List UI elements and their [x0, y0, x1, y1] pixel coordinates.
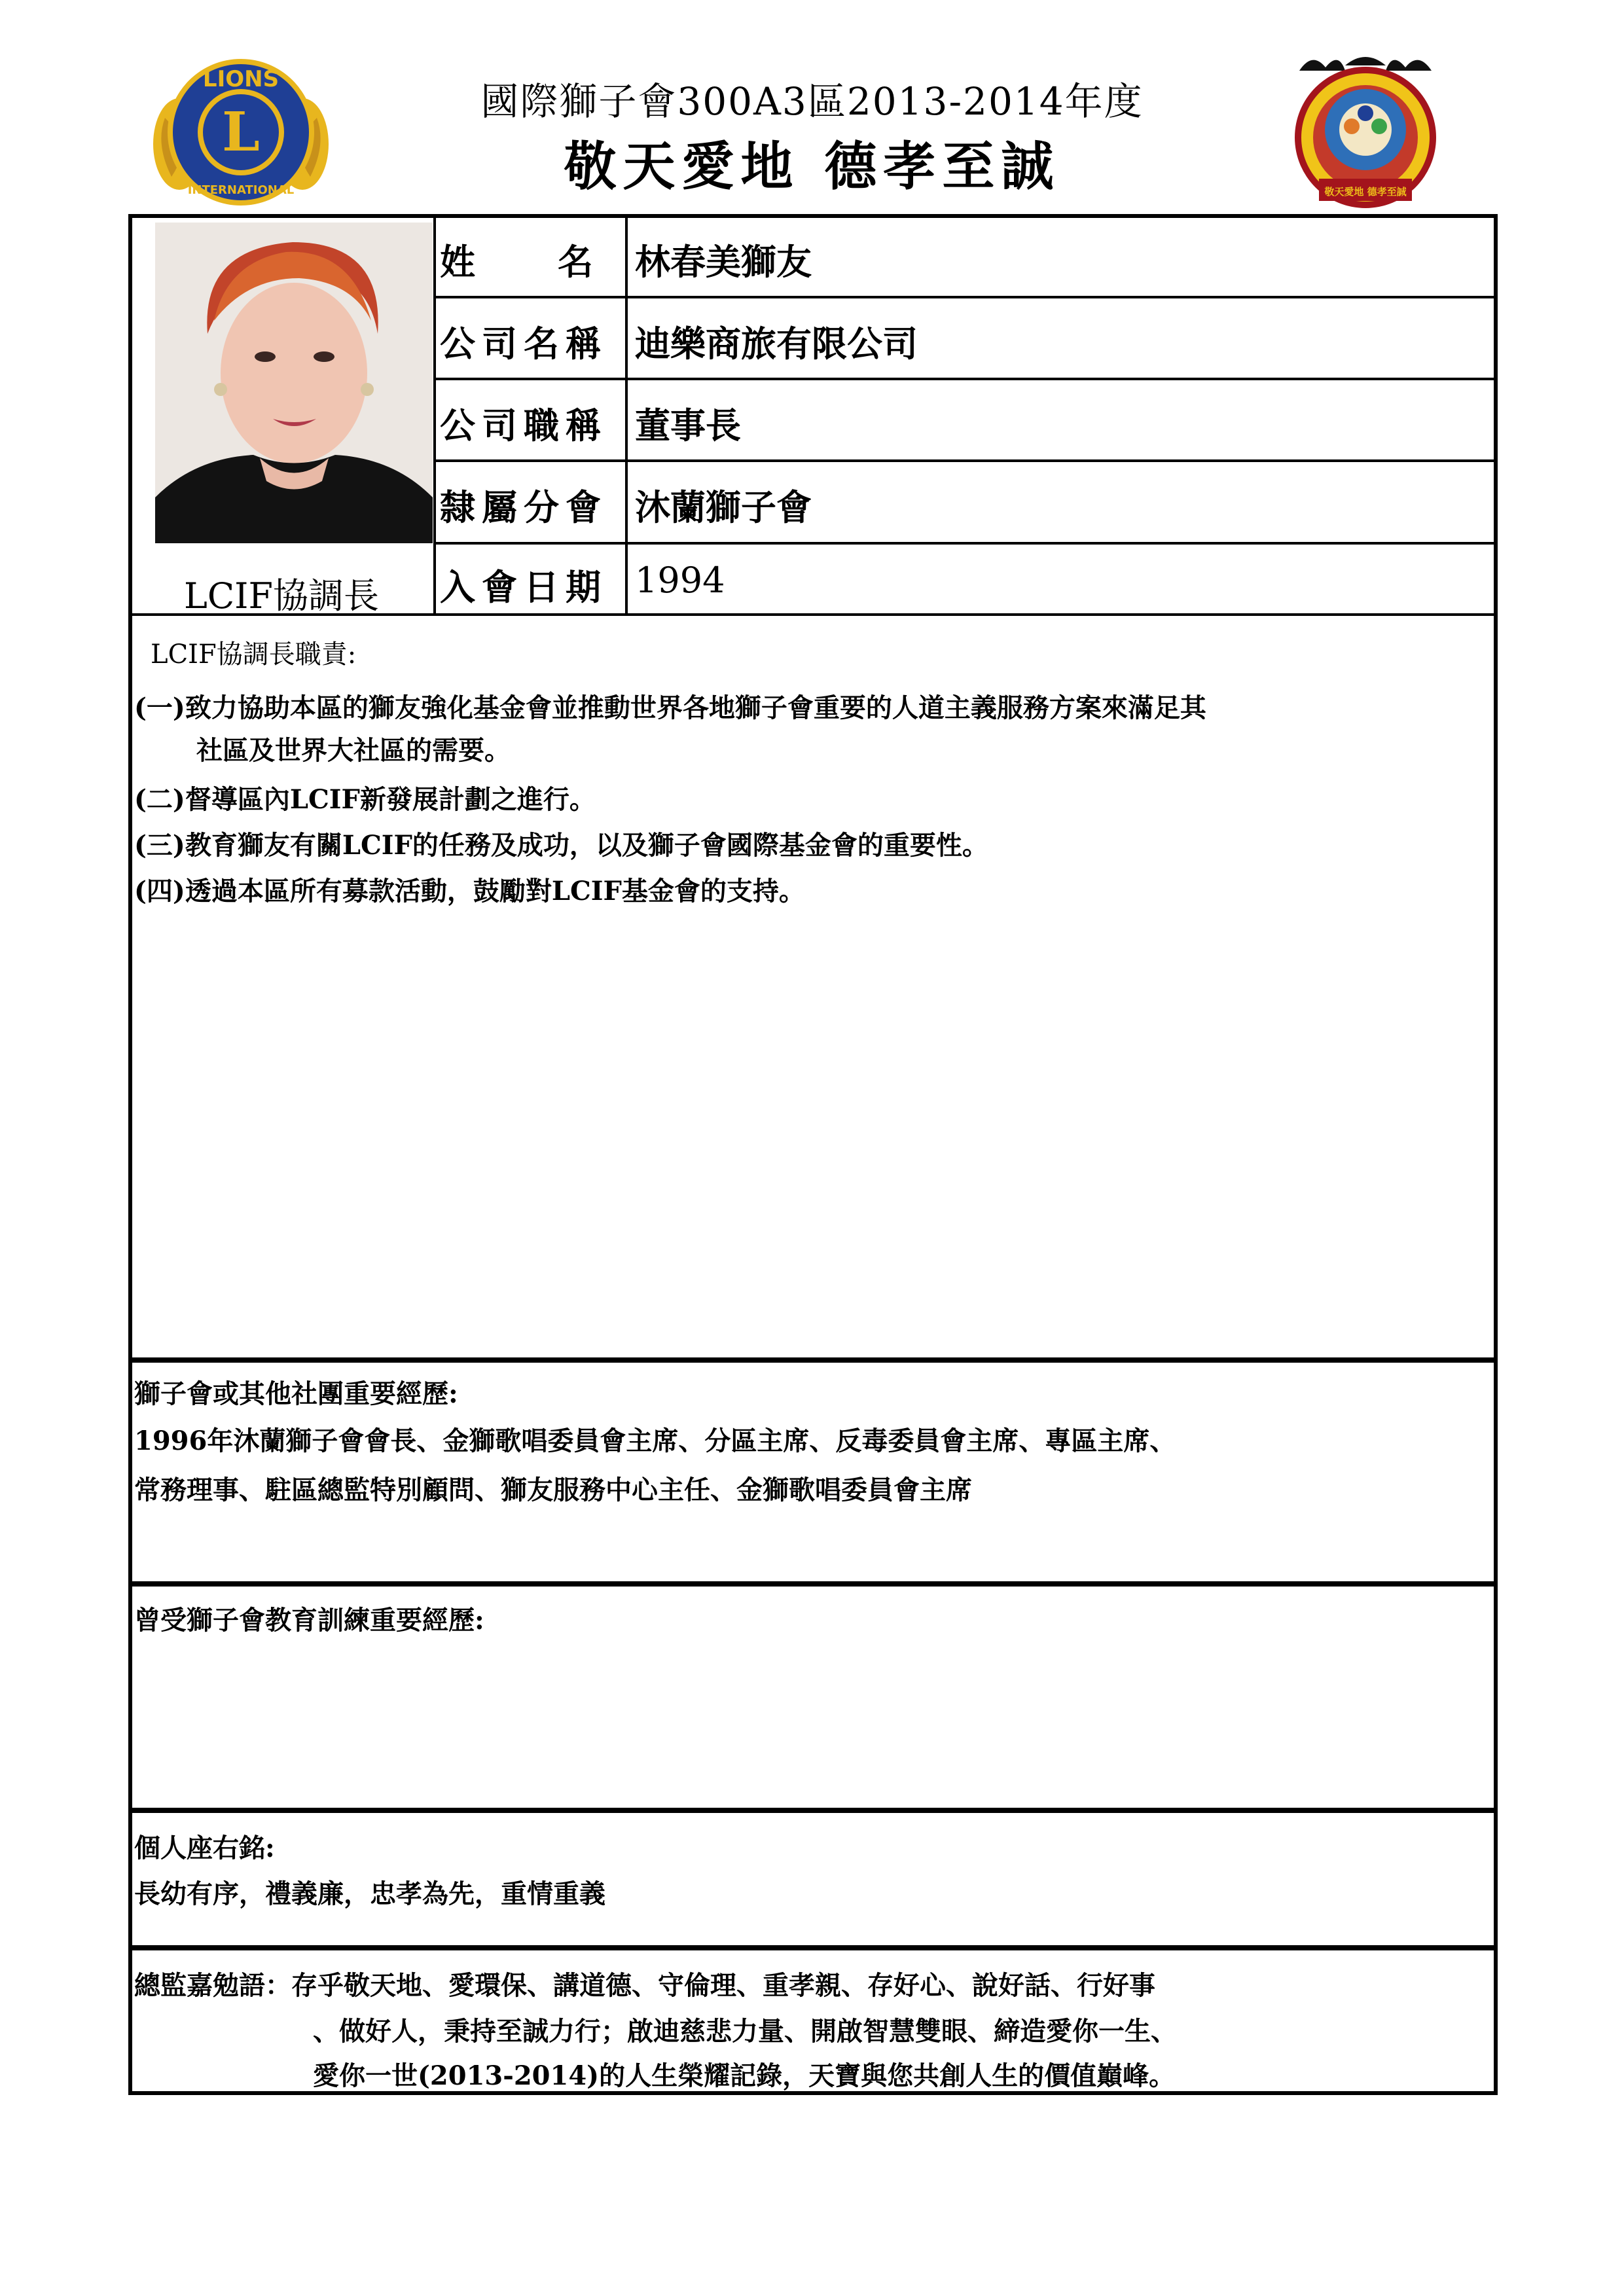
duty-item-1: (一)致力協助本區的獅友強化基金會並推動世界各地獅子會重要的人道主義服務方案來滿足其: [134, 692, 1206, 723]
field-label-join-date: 入會日期: [440, 566, 607, 608]
section-divider: [128, 1357, 1498, 1363]
lions-international-logo: [152, 46, 330, 219]
header-title: 國際獅子會300A3區2013-2014年度: [480, 79, 1144, 124]
grid-divider: [625, 214, 628, 615]
section-divider: [128, 1945, 1498, 1950]
section-divider: [128, 1581, 1498, 1587]
grid-divider: [433, 378, 1498, 380]
field-label-job-title: 公司職稱: [440, 404, 607, 446]
district-logo-band-text: 敬天愛地 德孝至誠: [1324, 186, 1407, 198]
duties-heading: LCIF協調長職責:: [151, 639, 357, 670]
grid-divider: [433, 542, 1498, 545]
field-label-name: 姓 名: [440, 241, 597, 283]
svg-text:L: L: [222, 101, 260, 164]
experience-heading: 獅子會或其他社團重要經歷:: [134, 1378, 458, 1409]
duty-item-3: (三)教育獅友有關LCIF的任務及成功，以及獅子會國際基金會的重要性。: [134, 830, 988, 861]
section-divider: [128, 1808, 1498, 1813]
field-value-name: 林春美獅友: [635, 241, 812, 283]
field-value-job-title: 董事長: [635, 404, 741, 446]
motto-text: 長幼有序，禮義廉，忠孝為先，重情重義: [134, 1878, 605, 1909]
field-value-join-date: 1994: [635, 560, 725, 601]
header-slogan: 敬天愛地 德孝至誠: [564, 135, 1060, 197]
member-photo: [155, 223, 433, 543]
field-label-company: 公司名稱: [440, 323, 607, 365]
lions-logo-bottom-text: INTERNATIONAL: [187, 183, 295, 197]
governor-message-line-2: 、做好人，秉持至誠力行；啟迪慈悲力量、開啟智慧雙眼、締造愛你一生、: [313, 2016, 1177, 2047]
grid-divider: [433, 214, 436, 615]
duty-item-4: (四)透過本區所有募款活動，鼓勵對LCIF基金會的支持。: [134, 876, 805, 906]
field-label-club: 隸屬分會: [440, 486, 607, 528]
training-heading: 曾受獅子會教育訓練重要經歷:: [134, 1605, 484, 1636]
experience-line-2: 常務理事、駐區總監特別顧問、獅友服務中心主任、金獅歌唱委員會主席: [134, 1475, 972, 1505]
motto-heading: 個人座右銘:: [134, 1833, 275, 1863]
field-value-club: 沐蘭獅子會: [635, 486, 812, 528]
governor-message-line-1: 總監嘉勉語：存乎敬天地、愛環保、講道德、守倫理、重孝親、存好心、說好話、行好事: [134, 1970, 1155, 2001]
duty-item-2: (二)督導區內LCIF新發展計劃之進行。: [134, 784, 596, 815]
experience-line-1: 1996年沐蘭獅子會會長、金獅歌唱委員會主席、分區主席、反毒委員會主席、專區主席、: [134, 1426, 1176, 1456]
grid-divider: [433, 296, 1498, 298]
lions-logo-top-text: LIONS: [202, 66, 280, 92]
field-value-company: 迪樂商旅有限公司: [635, 323, 918, 365]
governor-message-line-3: 愛你一世(2013-2014)的人生榮耀記錄，天寶與您共創人生的價值巔峰。: [313, 2060, 1176, 2091]
district-emblem-logo: [1293, 51, 1438, 217]
grid-divider: [433, 459, 1498, 462]
duty-item-1-continued: 社區及世界大社區的需要。: [196, 735, 511, 766]
member-title-caption: LCIF協調長: [184, 575, 379, 617]
